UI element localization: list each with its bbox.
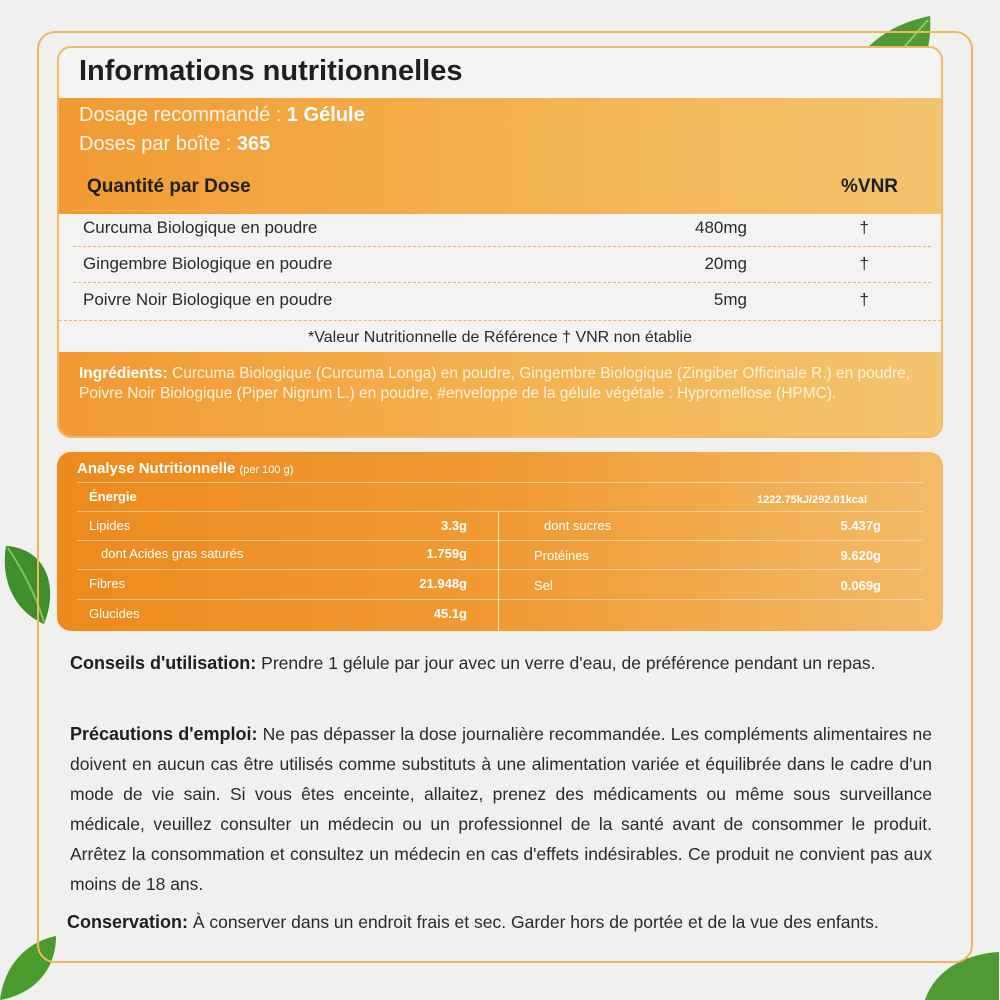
usage-text: Prendre 1 gélule par jour avec un verre d'eau, de préférence pendant un repas. — [256, 653, 876, 673]
analysis-value: 9.620g — [840, 548, 881, 563]
nutrition-info-card — [57, 46, 943, 438]
analysis-label: Fibres — [89, 576, 126, 591]
usage-paragraph — [70, 648, 932, 678]
divider — [77, 569, 923, 570]
analysis-label: dont sucres — [544, 518, 612, 533]
precautions-text: Ne pas dépasser la dose journalière recommandée. Les compléments alimentaires ne doivent en aucun cas être utilisés comme substituts à une alimentation variée et équilibrée dans le cadre d'un mode de vie sain. Si vous êtes enceinte, allaitez, prenez des médicaments ou même sous surveillance médicale, veuillez consulter un médecin ou un professionnel de la santé avant de consommer le produit. Arrêtez la consommation et consultez un médecin en cas d'effets indésirables. Ce produit ne convient pas aux moins de 18 ans. — [70, 724, 932, 894]
precautions-paragraph — [70, 719, 932, 899]
divider — [77, 482, 923, 483]
table-row — [73, 282, 931, 318]
ingredients-text — [79, 364, 921, 404]
row-amount: 20mg — [704, 254, 747, 273]
analysis-label: Protéines — [534, 548, 589, 563]
table-row — [73, 210, 931, 246]
row-name: Gingembre Biologique en poudre — [83, 254, 333, 273]
energy-label: Énergie — [89, 489, 137, 504]
row-amount: 5mg — [713, 290, 747, 309]
ingredients-list: Curcuma Biologique (Curcuma Longa) en poudre, Gingembre Biologique (Zingiber Officinale R.) en poudre, Poivre Noir Biologique (Piper Nigrum L.) en poudre, #enveloppe de la gélule végétale : Hypromellose (HPMC). — [79, 365, 911, 402]
analysis-title-text: Analyse Nutritionnelle — [77, 460, 236, 477]
conservation-label: Conservation: — [67, 912, 189, 932]
ingredients-band — [59, 352, 941, 438]
footnote: *Valeur Nutritionnelle de Référence † VNR non établie — [59, 320, 941, 359]
row-vnr: † — [859, 290, 869, 309]
doses-line — [79, 133, 270, 156]
divider — [77, 599, 923, 600]
analysis-label: Sel — [534, 578, 553, 593]
doses-value: 365 — [236, 133, 271, 155]
divider — [77, 511, 923, 512]
row-vnr: † — [859, 218, 869, 237]
analysis-subtitle: (per 100 g) — [239, 464, 294, 476]
row-amount: 480mg — [695, 218, 747, 237]
quantity-header: Quantité par Dose — [87, 176, 251, 197]
analysis-value: 5.437g — [840, 518, 881, 533]
page-title: Informations nutritionnelles — [79, 55, 463, 87]
conservation-text: À conserver dans un endroit frais et sec. Garder hors de portée et de la vue des enfants. — [188, 912, 879, 932]
energy-value: 1222.75kJ/292.01kcal — [757, 494, 868, 506]
nutrition-analysis-card — [57, 452, 943, 631]
row-name: Poivre Noir Biologique en poudre — [83, 290, 333, 309]
row-vnr: † — [859, 254, 869, 273]
vnr-header: %VNR — [841, 176, 899, 197]
analysis-title — [77, 460, 293, 477]
dosage-line — [79, 104, 365, 127]
usage-label: Conseils d'utilisation: — [70, 653, 257, 673]
analysis-label: Glucides — [89, 606, 140, 621]
analysis-value: 1.759g — [426, 546, 467, 561]
dosage-label: Dosage recommandé : — [79, 104, 287, 126]
analysis-value: 45.1g — [433, 606, 467, 621]
table-row — [73, 246, 931, 282]
analysis-label: Lipides — [89, 518, 131, 533]
analysis-label: dont Acides gras saturés — [101, 546, 244, 561]
analysis-value: 0.069g — [840, 578, 881, 593]
divider — [77, 540, 923, 541]
ingredients-label: Ingrédients: — [79, 365, 168, 382]
analysis-value: 3.3g — [440, 518, 467, 533]
analysis-value: 21.948g — [419, 576, 467, 591]
column-divider — [498, 512, 499, 631]
row-name: Curcuma Biologique en poudre — [83, 218, 318, 237]
doses-label: Doses par boîte : — [79, 133, 237, 155]
dosage-value: 1 Gélule — [286, 104, 365, 126]
precautions-label: Précautions d'emploi: — [70, 724, 258, 744]
conservation-paragraph — [67, 907, 932, 937]
